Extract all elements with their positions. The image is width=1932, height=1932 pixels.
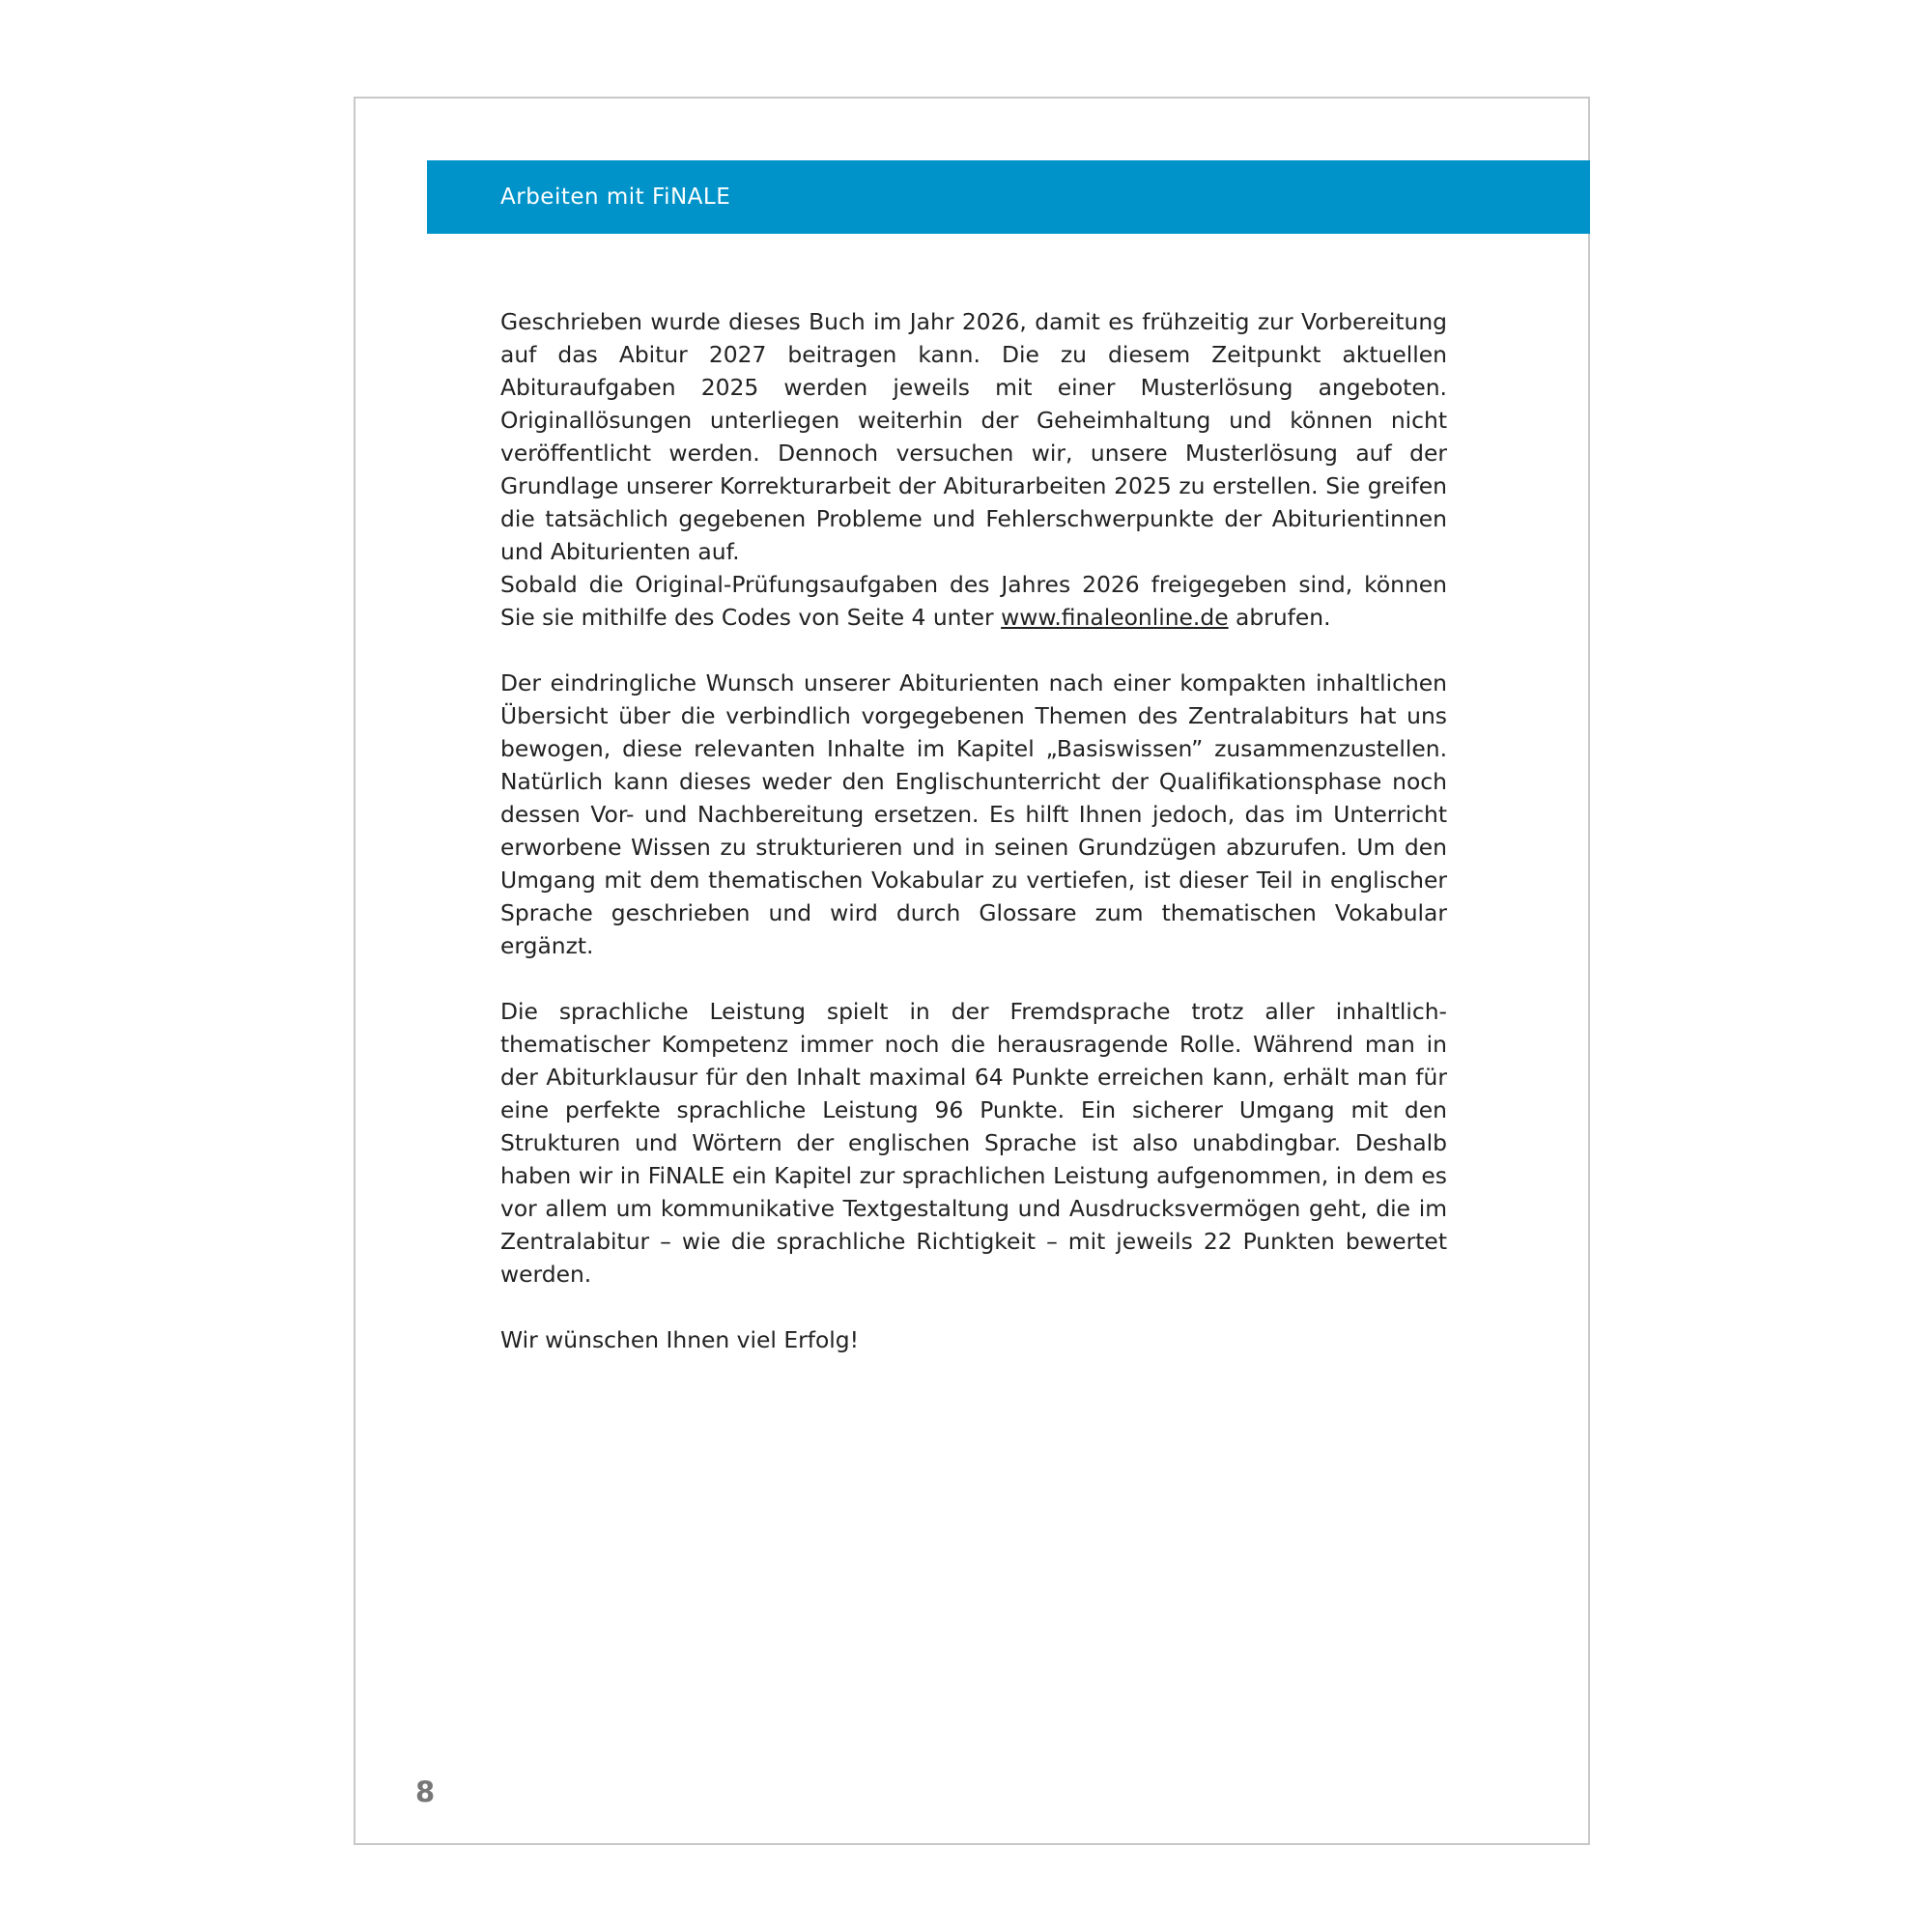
paragraph-2 bbox=[500, 568, 1447, 634]
section-header-bar bbox=[427, 160, 1590, 234]
paragraph-1: Geschrieben wurde dieses Buch im Jahr 2026, damit es frühzeitig zur Vorbereitung auf das Abitur 2027 beitragen kann. Die zu diesem Zeitpunkt aktuellen Abituraufgaben 2025 werden jeweils mit einer Musterlösung angeboten. Originallösungen unterliegen weiterhin der Geheimhaltung und können nicht veröffentlicht werden. Dennoch versuchen wir, unsere Musterlösung auf der Grundlage unserer Korrekturarbeit der Abiturarbeiten 2025 zu erstellen. Sie greifen die tatsächlich gegebenen Probleme und Fehlerschwerpunkte der Abiturientinnen und Abiturienten auf. bbox=[500, 308, 1447, 565]
closing-line: Wir wünschen Ihnen viel Erfolg! bbox=[500, 1326, 859, 1353]
paragraph-3: Der eindringliche Wunsch unserer Abiturienten nach einer kompakten inhaltlichen Übersicht über die verbindlich vorgegebenen Themen des Zentralabiturs hat uns bewogen, diese relevanten Inhalte im Kapitel „Basiswissen” zusammenzustellen. Natürlich kann dieses weder den Englischunterricht der Qualifikationsphase noch dessen Vor- und Nachbereitung ersetzen. Es hilft Ihnen jedoch, das im Unterricht erworbene Wissen zu strukturieren und in seinen Grundzügen abzurufen. Um den Umgang mit dem thematischen Vokabular zu vertiefen, ist dieser Teil in englischer Sprache geschrieben und wird durch Glossare zum thematischen Vokabular ergänzt. bbox=[500, 669, 1447, 959]
section-header-title: Arbeiten mit FiNALE bbox=[500, 185, 731, 210]
paragraph-2-before-link: Sobald die Original-Prüfungsaufgaben des Jahres 2026 freigegeben sind, können Sie sie mithilfe des Codes von Seite 4 unter bbox=[500, 571, 1447, 631]
document-page bbox=[354, 97, 1590, 1845]
paragraph-4: Die sprachliche Leistung spielt in der Fremdsprache trotz aller inhaltlich-thematischer Kompetenz immer noch die herausragende Rolle. Während man in der Abiturklausur für den Inhalt maximal 64 Punkte erreichen kann, erhält man für eine perfekte sprachliche Leistung 96 Punkte. Ein sicherer Umgang mit den Strukturen und Wörtern der englischen Sprache ist also unabdingbar. Deshalb haben wir in FiNALE ein Kapitel zur sprachlichen Leistung aufgenommen, in dem es vor allem um kommunikative Textgestaltung und Ausdrucksvermögen geht, die im Zentralabitur – wie die sprachliche Richtigkeit – mit jeweils 22 Punkten bewertet werden. bbox=[500, 998, 1447, 1288]
paragraph-2-after-link: abrufen. bbox=[1228, 604, 1331, 631]
website-link[interactable]: www.finaleonline.de bbox=[1001, 604, 1229, 631]
page-number: 8 bbox=[415, 1776, 436, 1808]
paragraph-group-1 bbox=[500, 305, 1447, 634]
body-text bbox=[500, 305, 1447, 1389]
